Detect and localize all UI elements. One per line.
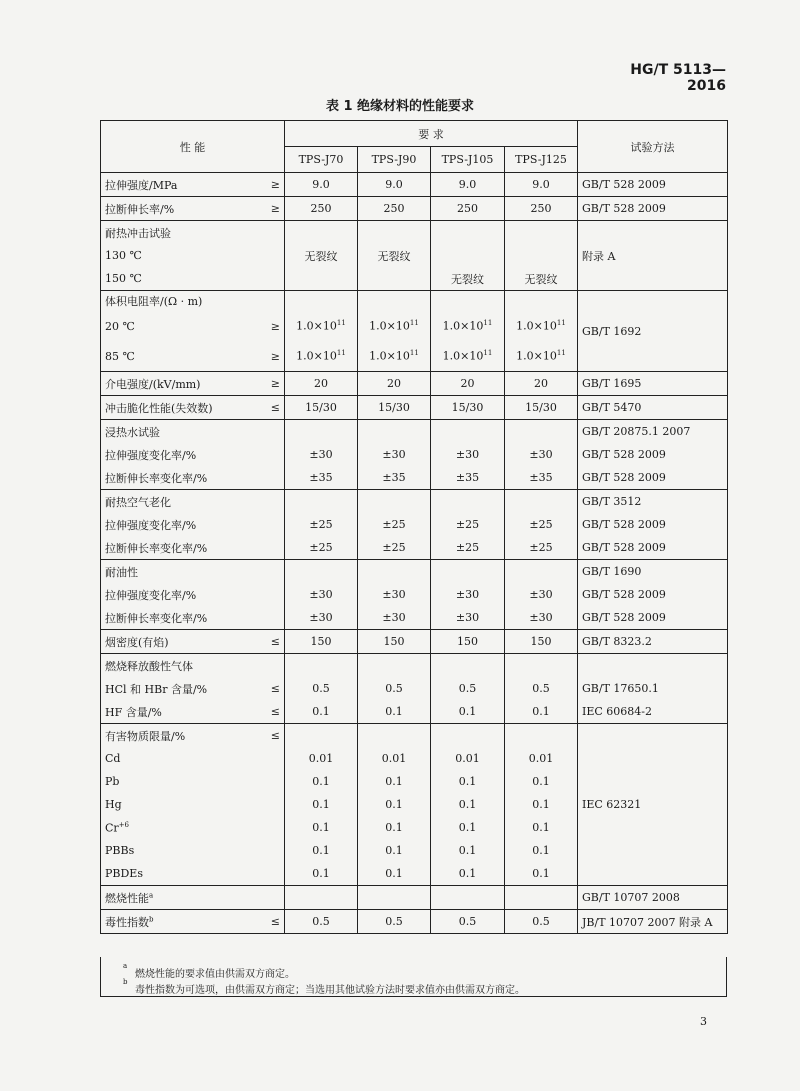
sub-property: 拉断伸长率变化率/% — [101, 466, 255, 490]
table-row — [101, 443, 728, 466]
cell-value: 15/30 — [505, 396, 578, 420]
cell-value: ±30 — [431, 606, 505, 630]
cell-value: 0.1 — [505, 700, 578, 724]
cell-value: ±35 — [358, 466, 431, 490]
cell-value: 0.1 — [285, 816, 358, 839]
cell-value: 0.1 — [431, 816, 505, 839]
cell-value: 250 — [431, 197, 505, 221]
cell-value: 0.5 — [431, 910, 505, 934]
test-method: GB/T 1690 — [578, 560, 728, 584]
footnote: b 毒性指数为可选项，由供需双方商定；当选用其他试验方法时要求值亦由供需双方商定。 — [123, 978, 525, 996]
property-name: 浸热水试验 — [101, 420, 255, 444]
cell-value: 0.01 — [431, 747, 505, 770]
cell-value: 0.5 — [431, 677, 505, 700]
test-method: GB/T 20875.1 2007 — [578, 420, 728, 444]
test-method: 附录 A — [578, 221, 728, 291]
cell-value: 0.1 — [431, 700, 505, 724]
cell-value: 0.1 — [431, 862, 505, 886]
symbol: ≤ — [255, 630, 285, 654]
cell-value: 0.01 — [505, 747, 578, 770]
test-method: GB/T 528 2009 — [578, 443, 728, 466]
table-row — [101, 654, 728, 678]
cell-value: ±30 — [505, 583, 578, 606]
cell-value: ±25 — [285, 536, 358, 560]
symbol: ≤ — [255, 724, 285, 748]
property-name: 冲击脆化性能(失效数) — [101, 396, 255, 420]
cell-value: ±30 — [431, 583, 505, 606]
table-row — [101, 724, 728, 748]
cell-value: 无裂纹 — [358, 244, 431, 267]
sub-property: Hg — [101, 793, 255, 816]
sub-property: 拉伸强度变化率/% — [101, 443, 255, 466]
cell-value: 0.1 — [358, 862, 431, 886]
cell-value: 250 — [285, 197, 358, 221]
cell-value: 9.0 — [431, 173, 505, 197]
sub-property: $Cr^{+6}$ — [101, 816, 255, 839]
cell-value: 0.1 — [431, 793, 505, 816]
symbol: ≤ — [255, 396, 285, 420]
table-row — [101, 420, 728, 444]
test-method: GB/T 5470 — [578, 396, 728, 420]
cell-value: 0.1 — [505, 816, 578, 839]
standard-code: HG/T 5113—2016 — [630, 62, 726, 94]
cell-value: 150 — [431, 630, 505, 654]
cell-value: ±30 — [358, 606, 431, 630]
table-row — [101, 886, 728, 910]
property-name: 介电强度/(kV/mm) — [101, 372, 255, 396]
property-name: 毒性指数$^b$ — [101, 910, 255, 934]
property-header: 性 能 — [101, 121, 285, 173]
cell-value: ±30 — [285, 606, 358, 630]
table-title: 表 1 绝缘材料的性能要求 — [325, 99, 475, 114]
test-method: GB/T 1695 — [578, 372, 728, 396]
cell-value: ±30 — [285, 583, 358, 606]
cell-value: 0.1 — [285, 862, 358, 886]
sub-property: Pb — [101, 770, 255, 793]
cell-value: 0.01 — [285, 747, 358, 770]
cell-value: 150 — [358, 630, 431, 654]
property-name: 拉断伸长率/% — [101, 197, 255, 221]
property-name: 耐油性 — [101, 560, 255, 584]
sub-property: 20 ℃ — [101, 311, 255, 341]
cell-value: ±30 — [358, 443, 431, 466]
property-name: 有害物质限量/% — [101, 724, 255, 748]
test-method: GB/T 10707 2008 — [578, 886, 728, 910]
cell-value: 0.1 — [505, 862, 578, 886]
sub-property: HF 含量/% — [101, 700, 255, 724]
symbol: ≥ — [255, 197, 285, 221]
cell-value: 0.5 — [505, 677, 578, 700]
grade-header: TPS-J125 — [505, 147, 578, 173]
cell-value: 0.1 — [431, 770, 505, 793]
table-row — [101, 700, 728, 724]
cell-value: 无裂纹 — [431, 267, 505, 291]
table-row — [101, 910, 728, 934]
cell-value: 0.5 — [505, 910, 578, 934]
cell-value: 250 — [358, 197, 431, 221]
cell-value: ±25 — [505, 513, 578, 536]
grade-header: TPS-J70 — [285, 147, 358, 173]
cell-value: ±25 — [505, 536, 578, 560]
cell-value: ±25 — [431, 536, 505, 560]
table-row — [101, 466, 728, 490]
sub-property: 拉断伸长率变化率/% — [101, 536, 255, 560]
property-name: 耐热冲击试验 — [101, 221, 255, 245]
property-name: 燃烧释放酸性气体 — [101, 654, 255, 678]
test-method: GB/T 528 2009 — [578, 606, 728, 630]
cell-value: 20 — [285, 372, 358, 396]
table-row — [101, 606, 728, 630]
cell-value: 15/30 — [285, 396, 358, 420]
cell-value: ±35 — [505, 466, 578, 490]
sub-property: 拉伸强度变化率/% — [101, 583, 255, 606]
sub-property: HCl 和 HBr 含量/% — [101, 677, 255, 700]
table-row — [101, 513, 728, 536]
cell-value: 150 — [505, 630, 578, 654]
cell-value: 0.1 — [505, 793, 578, 816]
property-name: 燃烧性能$^a$ — [101, 886, 255, 910]
cell-value: $1.0\times 10^{11}$ — [358, 311, 431, 341]
cell-value: $1.0\times 10^{11}$ — [505, 311, 578, 341]
table-row — [101, 372, 728, 396]
cell-value: ±35 — [285, 466, 358, 490]
cell-value: 20 — [505, 372, 578, 396]
cell-value: 15/30 — [358, 396, 431, 420]
method-header: 试验方法 — [578, 121, 728, 173]
table-row — [101, 173, 728, 197]
test-method: GB/T 528 2009 — [578, 513, 728, 536]
table-row — [101, 630, 728, 654]
cell-value: 250 — [505, 197, 578, 221]
cell-value: 0.01 — [358, 747, 431, 770]
test-method: GB/T 3512 — [578, 490, 728, 514]
symbol: ≤ — [255, 677, 285, 700]
table-row — [101, 560, 728, 584]
cell-value: ±30 — [358, 583, 431, 606]
page-number: 3 — [700, 1015, 707, 1028]
cell-value: 9.0 — [285, 173, 358, 197]
cell-value: ±30 — [431, 443, 505, 466]
test-method: GB/T 528 2009 — [578, 173, 728, 197]
cell-value: 0.5 — [358, 677, 431, 700]
cell-value: $1.0\times 10^{11}$ — [431, 341, 505, 372]
property-name: 烟密度(有焰) — [101, 630, 255, 654]
grade-header: TPS-J90 — [358, 147, 431, 173]
cell-value: 无裂纹 — [285, 244, 358, 267]
cell-value: 9.0 — [505, 173, 578, 197]
cell-value: $1.0\times 10^{11}$ — [285, 311, 358, 341]
cell-value: 0.5 — [285, 677, 358, 700]
cell-value: 0.1 — [358, 700, 431, 724]
table-divider — [101, 934, 728, 935]
cell-value: ±35 — [431, 466, 505, 490]
cell-value: 150 — [285, 630, 358, 654]
symbol: ≥ — [255, 311, 285, 341]
symbol: ≤ — [255, 910, 285, 934]
symbol: ≥ — [255, 341, 285, 372]
cell-value: $1.0\times 10^{11}$ — [285, 341, 358, 372]
table-row — [101, 396, 728, 420]
symbol: ≥ — [255, 372, 285, 396]
test-method: GB/T 528 2009 — [578, 197, 728, 221]
table-row — [101, 221, 728, 245]
cell-value: ±25 — [358, 536, 431, 560]
table-row — [101, 536, 728, 560]
property-name: 耐热空气老化 — [101, 490, 255, 514]
cell-value: 0.5 — [358, 910, 431, 934]
cell-value: 0.1 — [358, 793, 431, 816]
table-notes — [100, 957, 727, 997]
test-method: IEC 62321 — [578, 724, 728, 886]
table-row — [101, 490, 728, 514]
header-row — [101, 121, 728, 147]
sub-property: Cd — [101, 747, 255, 770]
requirements-table — [100, 120, 728, 934]
cell-value: 0.1 — [358, 839, 431, 862]
test-method: GB/T 1692 — [578, 291, 728, 372]
cell-value: ±25 — [358, 513, 431, 536]
grade-header: TPS-J105 — [431, 147, 505, 173]
cell-value: 0.1 — [505, 839, 578, 862]
cell-value: ±30 — [285, 443, 358, 466]
test-method: GB/T 528 2009 — [578, 466, 728, 490]
cell-value: 0.1 — [285, 700, 358, 724]
sub-property: 150 ℃ — [101, 267, 255, 291]
test-method: IEC 60684-2 — [578, 700, 728, 724]
cell-value: 20 — [431, 372, 505, 396]
sub-property: 拉断伸长率变化率/% — [101, 606, 255, 630]
cell-value: ±25 — [285, 513, 358, 536]
symbol: ≤ — [255, 700, 285, 724]
cell-value: ±30 — [505, 606, 578, 630]
cell-value: 15/30 — [431, 396, 505, 420]
cell-value: 0.1 — [505, 770, 578, 793]
cell-value: $1.0\times 10^{11}$ — [431, 311, 505, 341]
sub-property: PBBs — [101, 839, 255, 862]
cell-value: 0.1 — [358, 816, 431, 839]
sub-property: 85 ℃ — [101, 341, 255, 372]
cell-value: 0.1 — [285, 793, 358, 816]
cell-value: ±25 — [431, 513, 505, 536]
property-name: 拉伸强度/MPa — [101, 173, 255, 197]
table-row — [101, 197, 728, 221]
test-method: GB/T 17650.1 — [578, 677, 728, 700]
table-row — [101, 291, 728, 312]
cell-value: 0.1 — [285, 839, 358, 862]
cell-value: 0.1 — [431, 839, 505, 862]
sub-property: 拉伸强度变化率/% — [101, 513, 255, 536]
test-method: JB/T 10707 2007 附录 A — [578, 910, 728, 934]
table-row — [101, 677, 728, 700]
test-method: GB/T 528 2009 — [578, 536, 728, 560]
property-name: 体积电阻率/(Ω · m) — [101, 291, 255, 312]
cell-value: 20 — [358, 372, 431, 396]
cell-value: $1.0\times 10^{11}$ — [505, 341, 578, 372]
cell-value: 0.1 — [285, 770, 358, 793]
cell-value: $1.0\times 10^{11}$ — [358, 341, 431, 372]
cell-value: 9.0 — [358, 173, 431, 197]
test-method: GB/T 8323.2 — [578, 630, 728, 654]
sub-property: 130 ℃ — [101, 244, 255, 267]
cell-value: ±30 — [505, 443, 578, 466]
cell-value: 无裂纹 — [505, 267, 578, 291]
test-method: GB/T 528 2009 — [578, 583, 728, 606]
footnote: a 燃烧性能的要求值由供需双方商定。 — [123, 962, 295, 980]
sub-property: PBDEs — [101, 862, 255, 886]
requirement-header: 要 求 — [285, 121, 578, 147]
cell-value: 0.1 — [358, 770, 431, 793]
cell-value: 0.5 — [285, 910, 358, 934]
symbol: ≥ — [255, 173, 285, 197]
table-row — [101, 583, 728, 606]
